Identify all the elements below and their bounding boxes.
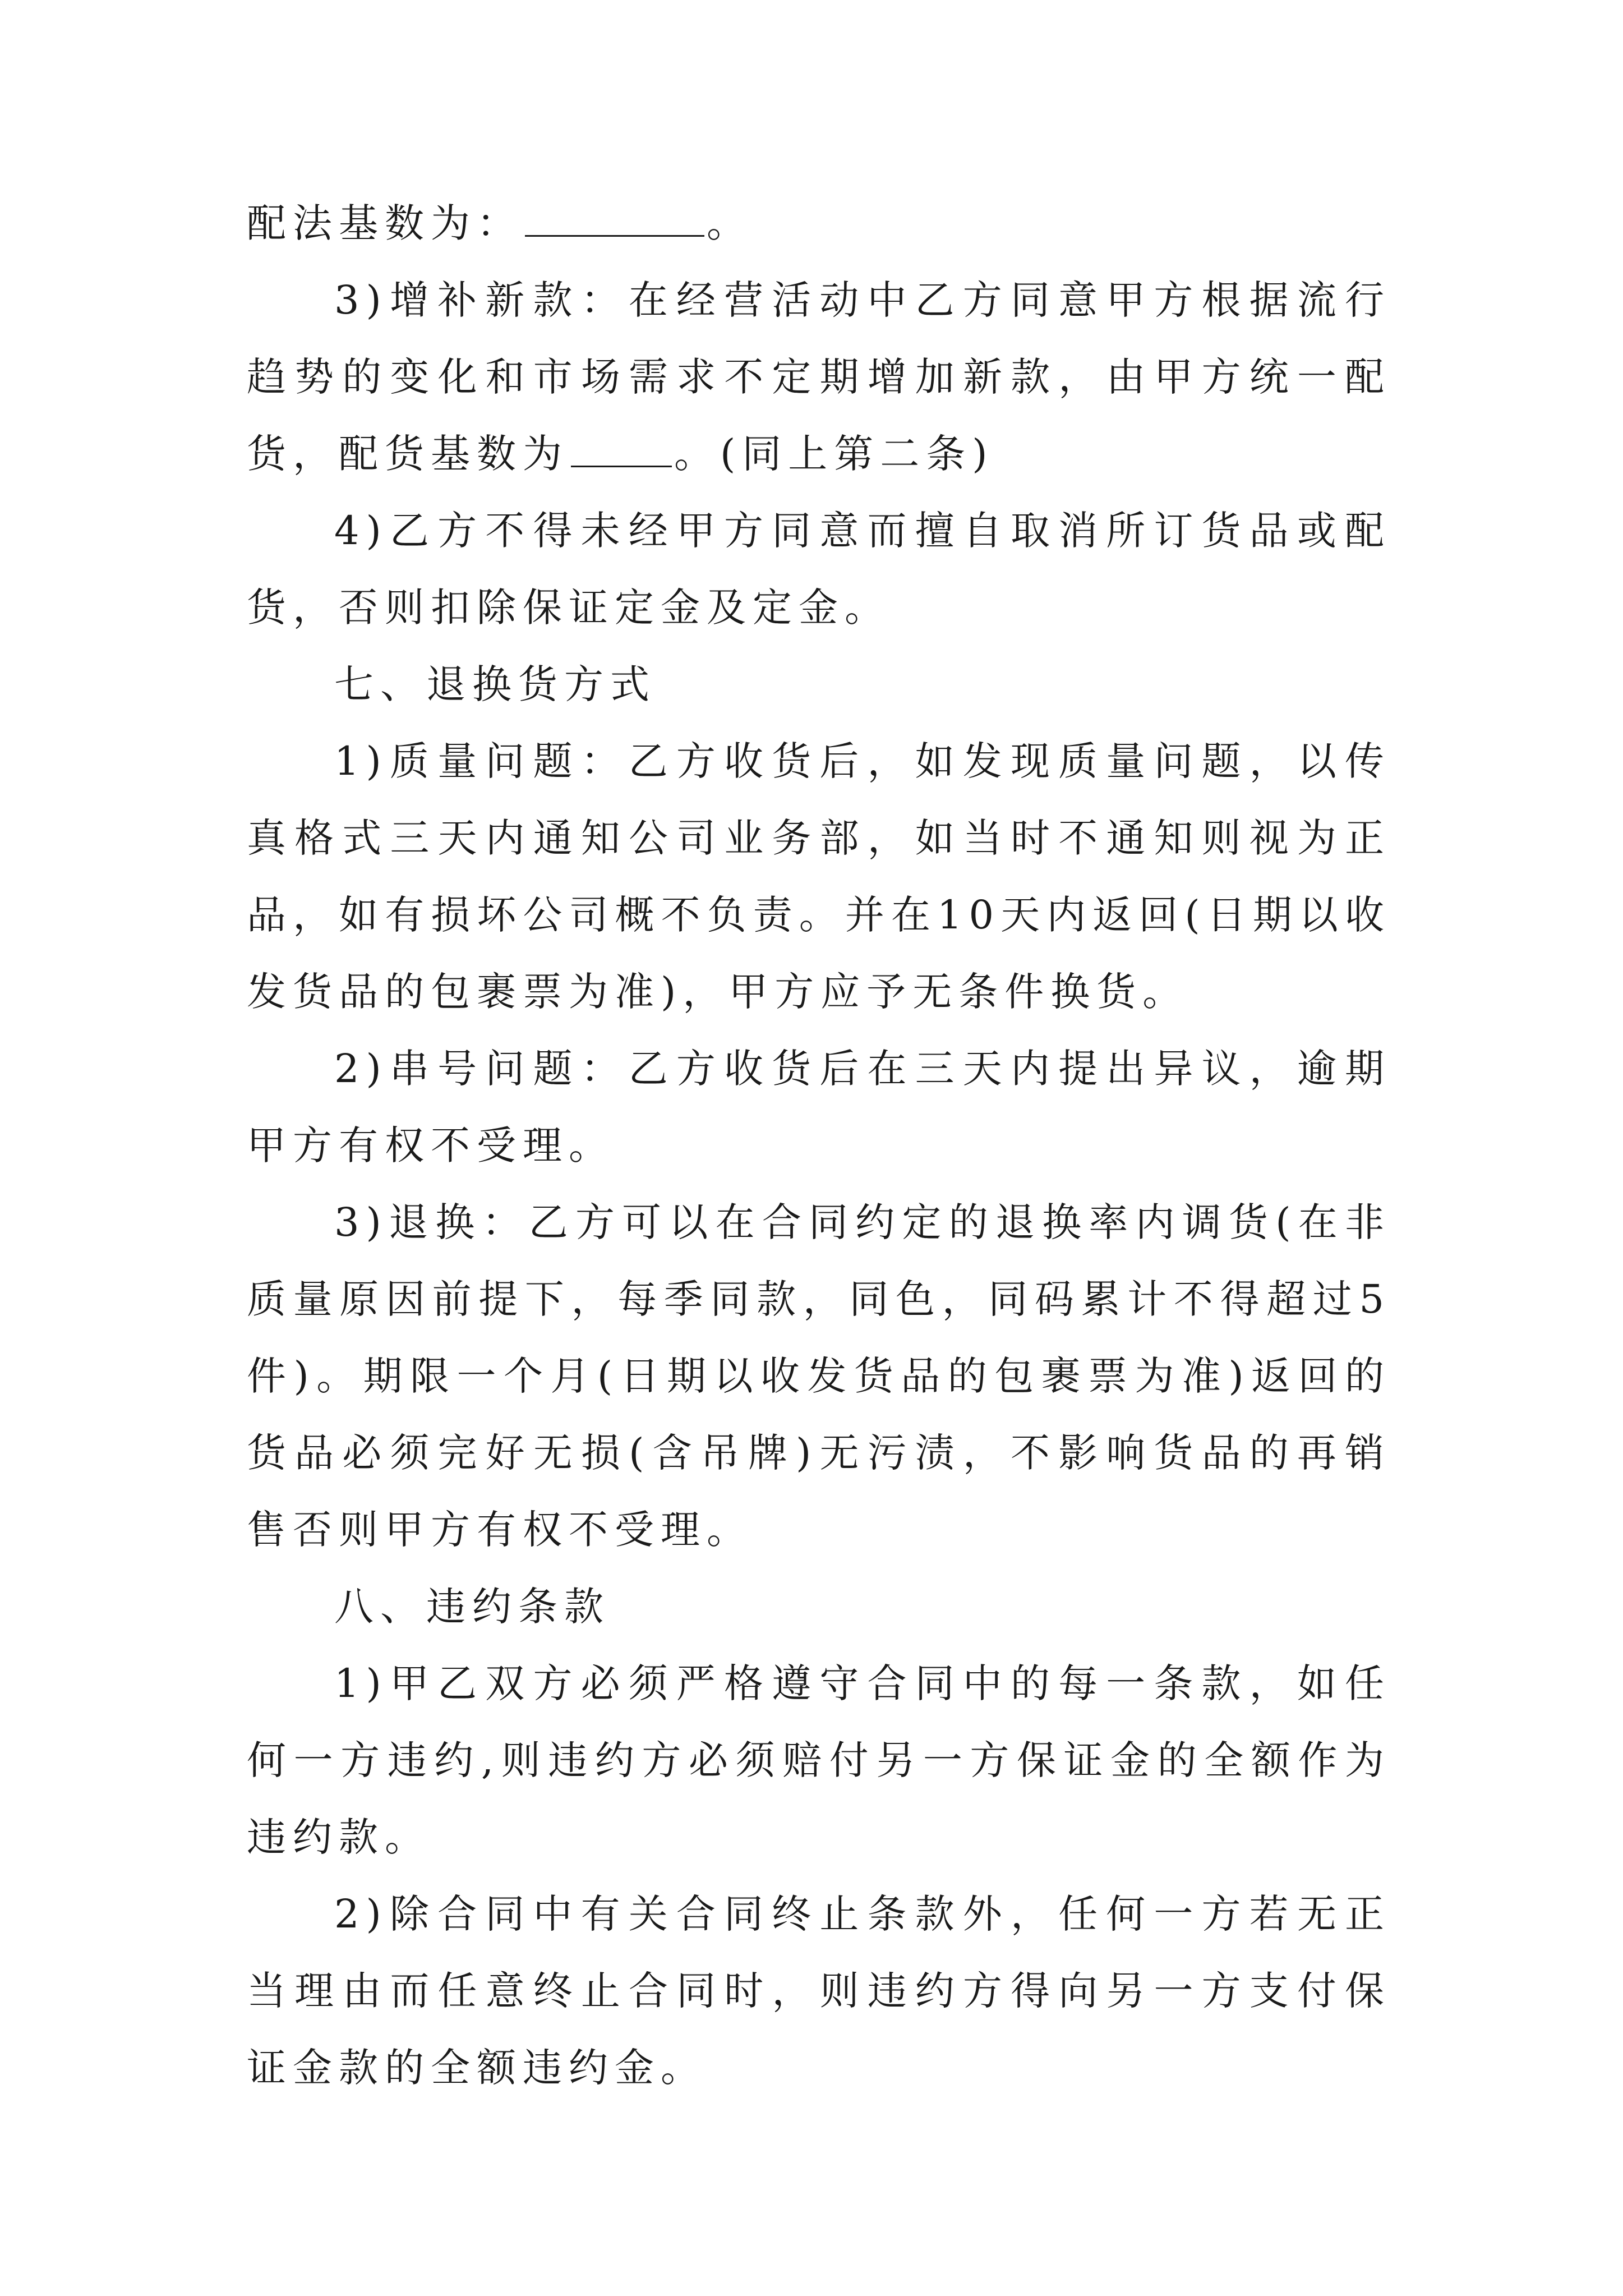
fill-in-blank xyxy=(571,431,672,467)
paragraph-base-number-prefix: 配法基数为： xyxy=(247,200,523,246)
paragraph-exchange: 3)退换：乙方可以在合同约定的退换率内调货(在非质量原因前提下，每季同款，同色，同码累计不得超过5件)。期限一个月(日期以收发货品的包裹票为准)返回的货品必须完好无损(含吊牌)无污渍，不影响货品的再销售否则甲方有权不受理。 xyxy=(247,1199,1391,1553)
paragraph-quality-issues: 1)质量问题：乙方收货后，如发现质量问题，以传真格式三天内通知公司业务部，如当时不通知则视为正品，如有损坏公司概不负责。并在10天内返回(日期以收发货品的包裹票为准)，甲方应予无条件换货。 xyxy=(247,738,1391,1015)
paragraph-breach-1: 1)甲乙双方必须严格遵守合同中的每一条款，如任何一方违约,则违约方必须赔付另一方保证金的全额作为违约款。 xyxy=(247,1660,1391,1860)
paragraph-new-styles-prefix: 3)增补新款：在经营活动中乙方同意甲方根据流行趋势的变化和市场需求不定期增加新款，由甲方统一配货，配货基数为 xyxy=(247,277,1391,477)
paragraph-base-number-suffix: 。 xyxy=(707,200,753,246)
section-heading-returns: 七、退换货方式 xyxy=(334,661,656,707)
paragraph-no-cancel: 4)乙方不得未经甲方同意而擅自取消所订货品或配货，否则扣除保证定金及定金。 xyxy=(247,508,1391,631)
section-heading-breach: 八、违约条款 xyxy=(334,1584,610,1630)
paragraph-breach-2: 2)除合同中有关合同终止条款外，任何一方若无正当理由而任意终止合同时，则违约方得向另一方支付保证金款的全额违约金。 xyxy=(247,1891,1391,2091)
paragraph-serial-issues: 2)串号问题：乙方收货后在三天内提出异议，逾期甲方有权不受理。 xyxy=(247,1046,1391,1168)
document-page xyxy=(247,185,1391,2106)
paragraph-new-styles xyxy=(247,262,1391,493)
fill-in-blank xyxy=(525,200,704,237)
paragraph-base-number xyxy=(247,185,1391,262)
paragraph-new-styles-suffix: 。(同上第二条) xyxy=(674,431,994,477)
